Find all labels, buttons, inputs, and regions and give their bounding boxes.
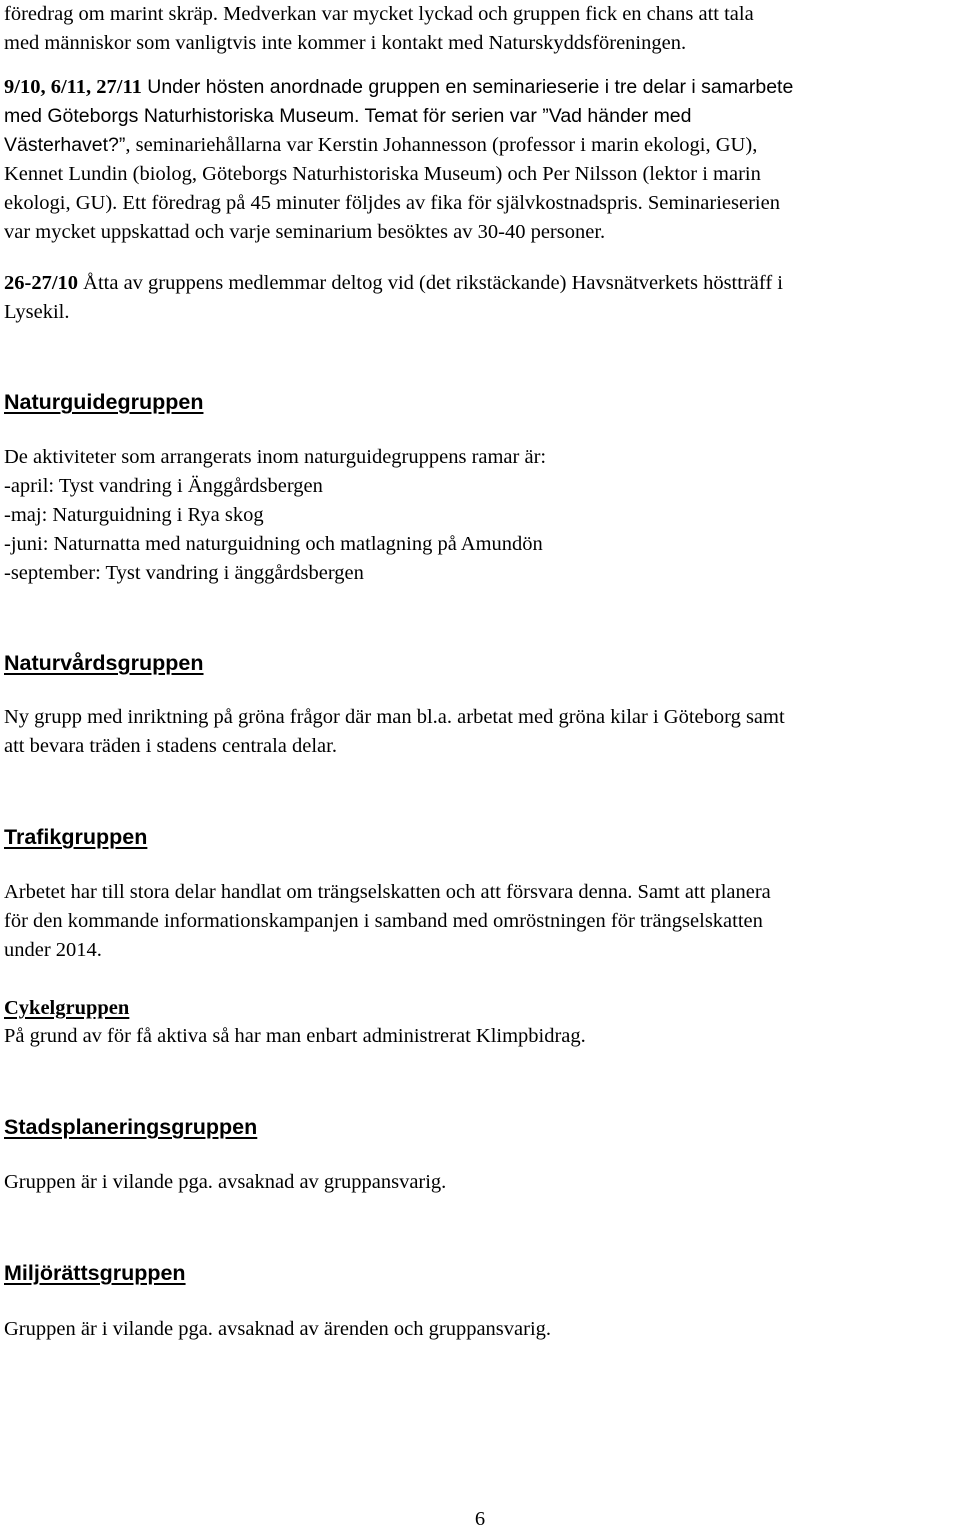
text-line: På grund av för få aktiva så har man enbart administrerat Klimpbidrag. [4,1025,586,1047]
stadsplanering-paragraph [4,1168,956,1197]
havsnatverket-paragraph [4,269,956,327]
naturvard-paragraph [4,703,956,761]
miljoratt-paragraph [4,1315,956,1344]
seminar-paragraph [4,73,956,247]
text-line: under 2014. [4,939,102,961]
cykel-paragraph [4,1022,956,1051]
seminar-dates: 9/10, 6/11, 27/11 [4,76,142,98]
section-heading-cykelgruppen: Cykelgruppen [4,997,130,1019]
section-heading-naturvardsgruppen: Naturvårdsgruppen [4,651,204,675]
list-item: -juni: Naturnatta med naturguidning och matlagning på Amundön [4,533,543,555]
text-line: Ny grupp med inriktning på gröna frågor där man bl.a. arbetat med gröna kilar i Göteborg samt [4,706,785,728]
section-heading-trafikgruppen: Trafikgruppen [4,825,148,849]
text-line: Gruppen är i vilande pga. avsaknad av gruppansvarig. [4,1171,447,1193]
text-line: Lysekil. [4,301,70,323]
text-line: Västerhavet?”, seminariehållarna var Kerstin Johannesson (professor i marin ekologi, GU), [4,134,758,156]
text-line: att bevara träden i stadens centrala delar. [4,735,337,757]
page-number: 6 [474,1508,486,1530]
text-line: 26-27/10 Åtta av gruppens medlemmar deltog vid (det rikstäckande) Havsnätverkets höstträff i [4,272,783,294]
list-item: -september: Tyst vandring i änggårdsbergen [4,562,364,584]
text-line: Kennet Lundin (biolog, Göteborgs Naturhistoriska Museum) och Per Nilsson (lektor i marin [4,163,761,185]
text-line: föredrag om marint skräp. Medverkan var mycket lyckad och gruppen fick en chans att tala [4,3,754,25]
section-heading-miljorattsgruppen: Miljörättsgruppen [4,1261,186,1285]
text-line: Gruppen är i vilande pga. avsaknad av ärenden och gruppansvarig. [4,1318,552,1340]
text-line: med Göteborgs Naturhistoriska Museum. Temat för serien var ”Vad händer med [4,105,692,127]
event-date: 26-27/10 [4,272,79,294]
text-line: var mycket uppskattad och varje seminarium besöktes av 30-40 personer. [4,221,606,243]
section-intro: De aktiviteter som arrangerats inom naturguidegruppens ramar är: [4,446,547,468]
section-heading-naturguidegruppen: Naturguidegruppen [4,390,204,414]
list-item: -maj: Naturguidning i Rya skog [4,504,264,526]
section-heading-stadsplaneringsgruppen: Stadsplaneringsgruppen [4,1115,258,1139]
document-page [4,0,956,1530]
text-line: för den kommande informationskampanjen i samband med omröstningen för trängselskatten [4,910,763,932]
list-item: -april: Tyst vandring i Änggårdsbergen [4,475,323,497]
text-line: Arbetet har till stora delar handlat om trängselskatten och att försvara denna. Samt att planera [4,881,771,903]
text-line: 9/10, 6/11, 27/11 Under hösten anordnade gruppen en seminarieserie i tre delar i samarbete [4,76,794,98]
text-line: med människor som vanligtvis inte kommer i kontakt med Naturskyddsföreningen. [4,32,687,54]
trafik-paragraph [4,878,956,965]
intro-paragraph [4,0,956,58]
text-line: ekologi, GU). Ett föredrag på 45 minuter följdes av fika för självkostnadspris. Seminarieserien [4,192,780,214]
naturguide-section [4,443,956,588]
